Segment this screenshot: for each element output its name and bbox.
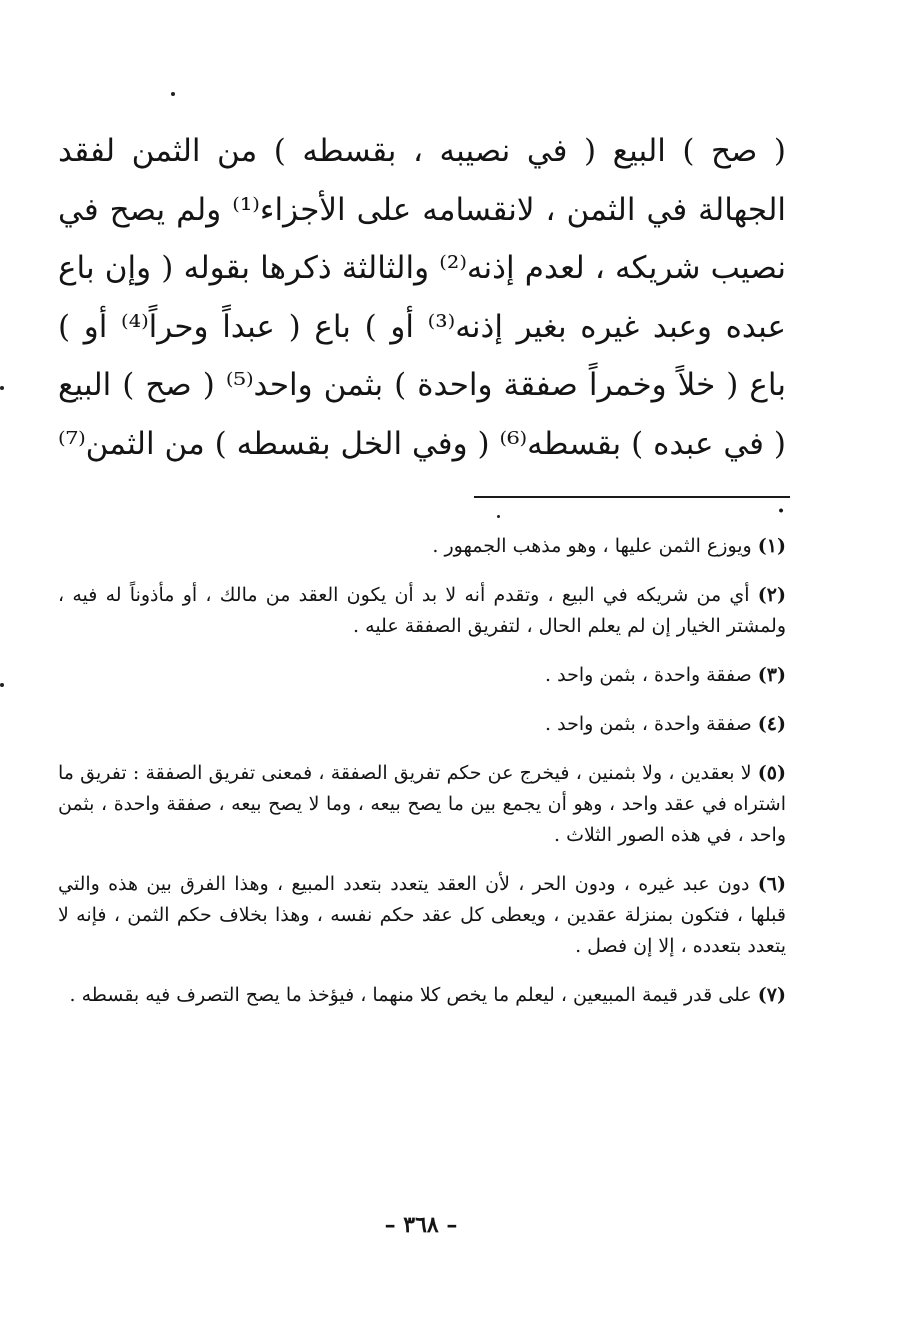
footnote-number: (١) <box>757 535 786 557</box>
scan-speck <box>0 683 4 687</box>
footnote-text: أي من شريكه في البيع ، وتقدم أنه لا بد أن يكون العقد من مالك ، أو مأذوناً له فيه ، ولمشتر الخيار إن لم يعلم الحال ، لتفريق الصفقة عليه . <box>58 584 786 637</box>
footnote-3 <box>58 660 786 691</box>
footnote-divider <box>474 496 790 498</box>
footnote-number: (٧) <box>757 984 786 1006</box>
footnote-7 <box>58 980 786 1011</box>
footnote-4 <box>58 709 786 740</box>
footnote-5 <box>58 758 786 851</box>
footnote-text: لا بعقدين ، ولا بثمنين ، فيخرج عن حكم تفريق الصفقة ، فمعنى تفريق الصفقة : تفريق ما اشتراه في عقد واحد ، وهو أن يجمع بين ما يصح بيعه ، وما لا يصح بيعه ، صفقة واحدة ، بثمن واحد ، في هذه الصور الثلاث . <box>58 762 786 846</box>
scan-speck <box>171 92 175 96</box>
main-text-block <box>58 122 786 532</box>
footnote-number: (٢) <box>757 584 786 606</box>
main-paragraph: ( صح ) البيع ( في نصيبه ، بقسطه ) من الثمن لفقد الجهالة في الثمن ، لانقسامه على الأجزاء⁽¹⁾ ولم يصح في نصيب شريكه ، لعدم إذنه⁽²⁾ والثالثة ذكرها بقوله ( وإن باع عبده وعبد غيره بغير إذنه⁽³⁾ أو ) باع ( عبداً وحراً⁽⁴⁾ أو ) باع ( خلاً وخمراً صفقة واحدة ) بثمن واحد⁽⁵⁾ ( صح ) البيع ( في عبده ) بقسطه⁽⁶⁾ ( وفي الخل بقسطه ) من الثمن⁽⁷⁾ . <box>58 133 787 520</box>
footnote-text: صفقة واحدة ، بثمن واحد . <box>545 664 752 686</box>
footnote-text: دون عبد غيره ، ودون الحر ، لأن العقد يتعدد بتعدد المبيع ، وهذا الفرق بين هذه والتي قبلها ، فتكون بمنزلة عقدين ، ويعطى كل عقد حكم نفسه ، وهذا بخلاف حكم الثمن ، فإنه لا يتعدد بتعدده ، إلا إن فصل . <box>58 873 786 957</box>
footnote-number: (٦) <box>757 873 786 895</box>
footnote-number: (٣) <box>757 664 786 686</box>
footnote-text: على قدر قيمة المبيعين ، ليعلم ما يخص كلا منهما ، فيؤخذ ما يصح التصرف فيه بقسطه . <box>69 984 752 1006</box>
scan-speck <box>0 386 4 390</box>
footnote-text: ويوزع الثمن عليها ، وهو مذهب الجمهور . <box>432 535 752 557</box>
footnote-6 <box>58 869 786 962</box>
footnote-number: (٥) <box>757 762 786 784</box>
footnote-number: (٤) <box>757 713 786 735</box>
footnote-1 <box>58 531 786 562</box>
scan-speck <box>497 515 500 518</box>
page-number: – ٣٦٨ – <box>384 1212 458 1238</box>
footnote-2 <box>58 580 786 642</box>
footnote-text: صفقة واحدة ، بثمن واحد . <box>545 713 752 735</box>
footnotes-section <box>58 531 786 1029</box>
